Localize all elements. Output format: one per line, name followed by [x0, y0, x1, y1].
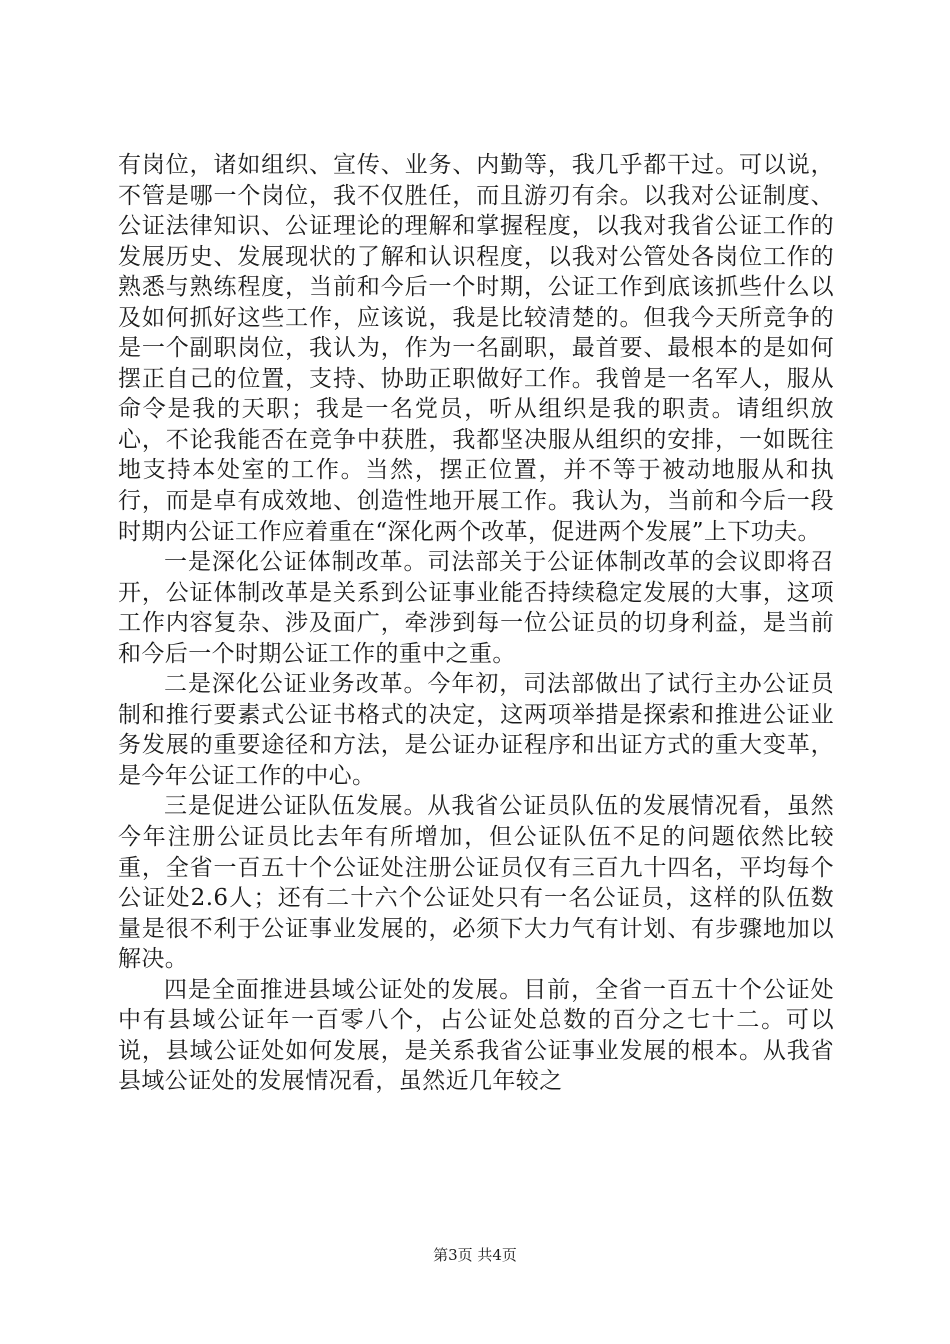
- paragraph-continuation: 有岗位，诸如组织、宣传、业务、内勤等，我几乎都干过。可以说，不管是哪一个岗位，我不仅胜任，而且游刃有余。以我对公证制度、公证法律知识、公证理论的理解和掌握程度，以我对我省公证工作的发展历史、发展现状的了解和认识程度，以我对公管处各岗位工作的熟悉与熟练程度，当前和今后一个时期，公证工作到底该抓些什么以及如何抓好这些工作，应该说，我是比较清楚的。但我今天所竞争的是一个副职岗位，我认为，作为一名副职，最首要、最根本的是如何摆正自己的位置，支持、协助正职做好工作。我曾是一名军人，服从命令是我的天职；我是一名党员，听从组织是我的职责。请组织放心，不论我能否在竞争中获胜，我都坚决服从组织的安排，一如既往地支持本处室的工作。当然，摆正位置，并不等于被动地服从和执行，而是卓有成效地、创造性地开展工作。我认为，当前和今后一段时期内公证工作应着重在“深化两个改革，促进两个发展”上下功夫。: [118, 152, 834, 545]
- paragraph-item-2: 二是深化公证业务改革。今年初，司法部做出了试行主办公证员制和推行要素式公证书格式的决定，这两项举措是探索和推进公证业务发展的重要途径和方法，是公证办证程序和出证方式的重大变革，是今年公证工作的中心。: [118, 671, 834, 789]
- paragraph-item-4: 四是全面推进县域公证处的发展。目前，全省一百五十个公证处中有县域公证年一百零八个，占公证处总数的百分之七十二。可以说，县域公证处如何发展，是关系我省公证事业发展的根本。从我省县域公证处的发展情况看，虽然近几年较之: [118, 976, 834, 1095]
- paragraph-item-3: 三是促进公证队伍发展。从我省公证员队伍的发展情况看，虽然今年注册公证员比去年有所增加，但公证队伍不足的问题依然比较重，全省一百五十个公证处注册公证员仅有三百九十四名，平均每个公证处2.6人；还有二十六个公证处只有一名公证员，这样的队伍数量是很不利于公证事业发展的，必须下大力气有计划、有步骤地加以解决。: [118, 793, 834, 973]
- paragraph-item-1: 一是深化公证体制改革。司法部关于公证体制改革的会议即将召开，公证体制改革是关系到公证事业能否持续稳定发展的大事，这项工作内容复杂、涉及面广，牵涉到每一位公证员的切身利益，是当前和今后一个时期公证工作的重中之重。: [118, 549, 834, 667]
- page-footer: 第3页 共4页: [433, 1246, 517, 1264]
- body-text: [118, 150, 834, 1097]
